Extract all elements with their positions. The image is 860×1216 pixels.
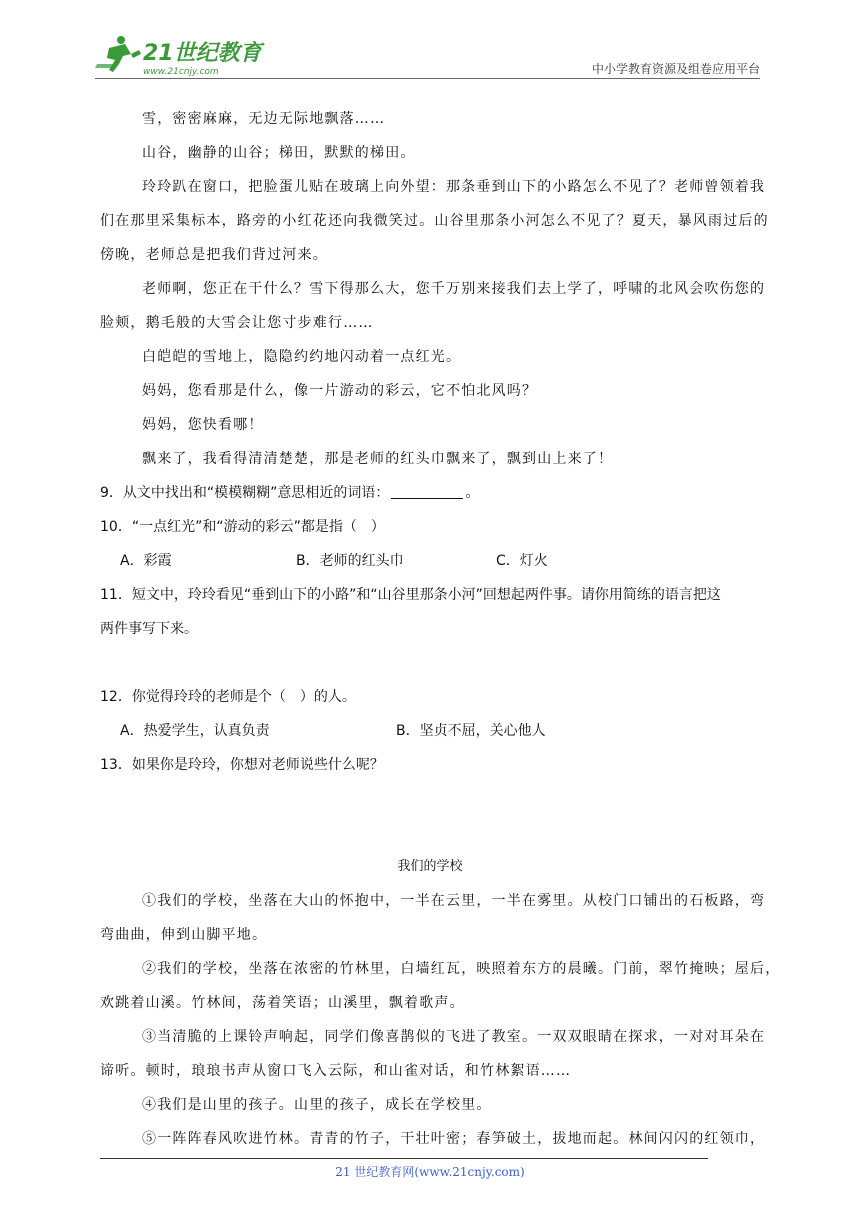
question-11-line1: 11．短文中，玲玲看见“垂到山下的小路”和“山谷里那条小河”回想起两件事。请你用简练的语言把这 (100, 587, 721, 603)
answer-space (100, 782, 760, 816)
question-12: 12．你觉得玲玲的老师是个（ ）的人。 (100, 689, 356, 705)
option-a[interactable]: A．热爱学生，认真负责 (120, 723, 270, 739)
passage1-line: 老师啊，您正在干什么？雪下得那么大，您千万别来接我们去上学了，呼啸的北风会吹伤您的 (142, 281, 766, 297)
answer-blank[interactable] (391, 485, 463, 499)
footer-link[interactable]: 21 世纪教育网(www.21cnjy.com) (335, 1165, 525, 1179)
answer-space (100, 816, 760, 850)
passage1-line: 脸颊，鹅毛般的大雪会让您寸步难行…… (100, 315, 374, 331)
answer-space (100, 646, 760, 680)
passage2-line: ①我们的学校，坐落在大山的怀抱中，一半在云里，一半在雾里。从校门口铺出的石板路，弯 (142, 893, 766, 909)
passage1-line: 妈妈，您看那是什么，像一片游动的彩云，它不怕北风吗？ (142, 383, 538, 399)
passage1-line: 山谷，幽静的山谷；梯田，默默的梯田。 (142, 145, 416, 161)
page-header (95, 30, 760, 80)
passage1-line: 飘来了，我看得清清楚楚，那是老师的红头巾飘来了，飘到山上来了！ (142, 451, 614, 467)
option-a[interactable]: A．彩霞 (120, 553, 172, 569)
passage1-line: 玲玲趴在窗口，把脸蛋儿贴在玻璃上向外望：那条垂到山下的小路怎么不见了？老师曾领着我 (142, 179, 766, 195)
question-9-text: 9．从文中找出和“模模糊糊”意思相近的词语： (100, 485, 390, 501)
footer-divider (100, 1158, 708, 1159)
passage2-line: 欢跳着山溪。竹林间，荡着笑语；山溪里，飘着歌声。 (100, 995, 465, 1011)
passage2-line: 弯曲曲，伸到山脚平地。 (100, 927, 268, 943)
document-body (100, 102, 781, 1156)
platform-name: 中小学教育资源及组卷应用平台 (591, 62, 760, 76)
logo-text: 21世纪教育 (143, 41, 262, 66)
option-b[interactable]: B．坚贞不屈，关心他人 (396, 723, 546, 739)
question-11-line2: 两件事写下来。 (100, 621, 198, 637)
logo-url: www.21cnjy.com (143, 67, 219, 77)
passage2-line: 谛听。顿时，琅琅书声从窗口飞入云际，和山雀对话，和竹林絮语…… (100, 1063, 572, 1079)
option-c[interactable]: C．灯火 (496, 553, 548, 569)
passage1-line: 雪，密密麻麻，无边无际地飘落…… (142, 111, 386, 127)
passage2-line: ⑤一阵阵春风吹进竹林。青青的竹子，干壮叶密；春笋破土，拔地而起。林间闪闪的红领巾， (142, 1131, 766, 1147)
passage2-line: ④我们是山里的孩子。山里的孩子，成长在学校里。 (142, 1097, 492, 1113)
passage2-line: ③当清脆的上课铃声响起，同学们像喜鹊似的飞进了教室。一双双眼睛在探求，一对对耳朵在 (142, 1029, 766, 1045)
question-10: 10．“一点红光”和“游动的彩云”都是指（ ） (100, 519, 385, 535)
passage2-title: 我们的学校 (397, 859, 463, 874)
question-13: 13．如果你是玲玲，你想对老师说些什么呢？ (100, 757, 384, 773)
option-b[interactable]: B．老师的红头巾 (296, 553, 404, 569)
passage2-line: ②我们的学校，坐落在浓密的竹林里，白墙红瓦，映照着东方的晨曦。门前，翠竹掩映；屋后， (142, 961, 781, 977)
passage1-line: 们在那里采集标本，路旁的小红花还向我微笑过。山谷里那条小河怎么不见了？夏天，暴风雨过后的 (100, 213, 769, 229)
passage1-line: 妈妈，您快看哪！ (142, 417, 264, 433)
question-9 (100, 476, 760, 510)
question-10-options (100, 544, 760, 578)
header-divider (95, 78, 760, 79)
logo-21cnjy (95, 34, 265, 78)
passage1-line: 傍晚，老师总是把我们背过河来。 (100, 247, 328, 263)
passage1-line: 白皑皑的雪地上，隐隐约约地闪动着一点红光。 (142, 349, 462, 365)
question-9-end: 。 (465, 485, 480, 501)
question-12-options (100, 714, 760, 748)
